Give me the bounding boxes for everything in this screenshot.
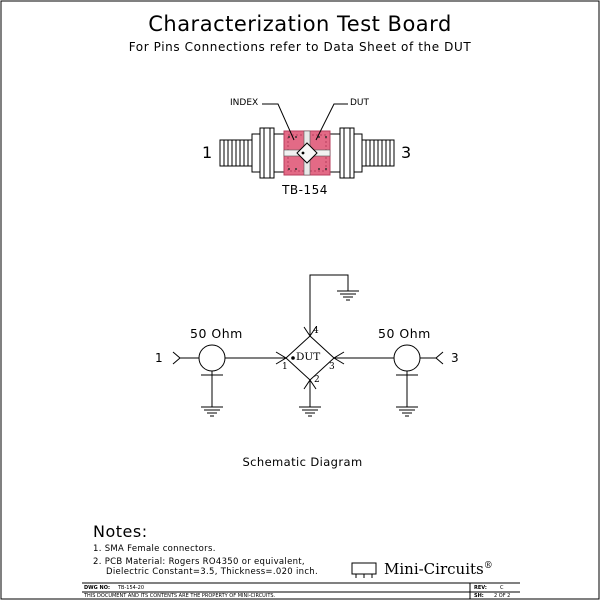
sht-label: SH: xyxy=(474,593,484,599)
dut-label: DUT xyxy=(350,98,370,108)
board-port-1: 1 xyxy=(202,143,213,162)
pin-2-label: 2 xyxy=(314,375,320,385)
rev-label: REV: xyxy=(474,585,487,591)
pcb xyxy=(284,131,330,175)
disclaimer-text: THIS DOCUMENT AND ITS CONTENTS ARE THE PROPERTY OF MINI-CIRCUITS. xyxy=(84,593,276,599)
left-impedance-label: 50 Ohm xyxy=(190,326,243,341)
sht-value: 2 OF 2 xyxy=(494,593,511,599)
page-frame xyxy=(1,1,599,599)
page-subtitle: For Pins Connections refer to Data Sheet of the DUT xyxy=(128,40,472,54)
schematic-port-3: 3 xyxy=(451,351,459,365)
pin-1-label: 1 xyxy=(282,362,288,372)
notes-heading: Notes: xyxy=(93,522,148,541)
logo-mark-icon xyxy=(352,563,376,574)
schematic-caption: Schematic Diagram xyxy=(242,455,363,469)
index-label: INDEX xyxy=(230,98,259,108)
note-item-2: 2. PCB Material: Rogers RO4350 or equivalent, xyxy=(93,557,305,567)
coax-line-right xyxy=(394,345,420,416)
note-item-1: 1. SMA Female connectors. xyxy=(93,544,216,554)
logo-text: Mini-Circuits xyxy=(384,560,484,578)
port3-arrow xyxy=(436,352,443,364)
port1-arrow xyxy=(173,352,180,364)
rev-value: C xyxy=(500,585,504,591)
pin-4-label: 4 xyxy=(313,326,319,336)
right-impedance-label: 50 Ohm xyxy=(378,326,431,341)
dwg-no-value: TB-154-20 xyxy=(118,585,144,591)
note-item-3: Dielectric Constant=3.5, Thickness=.020 inch. xyxy=(106,567,318,577)
right-sma-connector xyxy=(330,128,394,178)
ground-symbol-bottom xyxy=(299,407,321,416)
ground-symbol-top xyxy=(337,291,359,300)
logo-registered-mark: ® xyxy=(483,561,493,571)
board-port-3: 3 xyxy=(401,143,412,162)
pin-3-label: 3 xyxy=(329,362,335,372)
dwg-no-label: DWG NO: xyxy=(84,585,110,591)
dut-pin1-dot xyxy=(291,356,295,360)
test-board-illustration xyxy=(220,104,394,178)
schematic-port-1: 1 xyxy=(155,351,163,365)
page-title: Characterization Test Board xyxy=(148,12,452,36)
board-model: TB-154 xyxy=(282,183,328,197)
schematic xyxy=(173,275,443,416)
company-logo xyxy=(384,560,493,578)
coax-line-left xyxy=(199,345,225,416)
schematic-dut-label: DUT xyxy=(296,351,321,363)
left-sma-connector xyxy=(220,128,284,178)
